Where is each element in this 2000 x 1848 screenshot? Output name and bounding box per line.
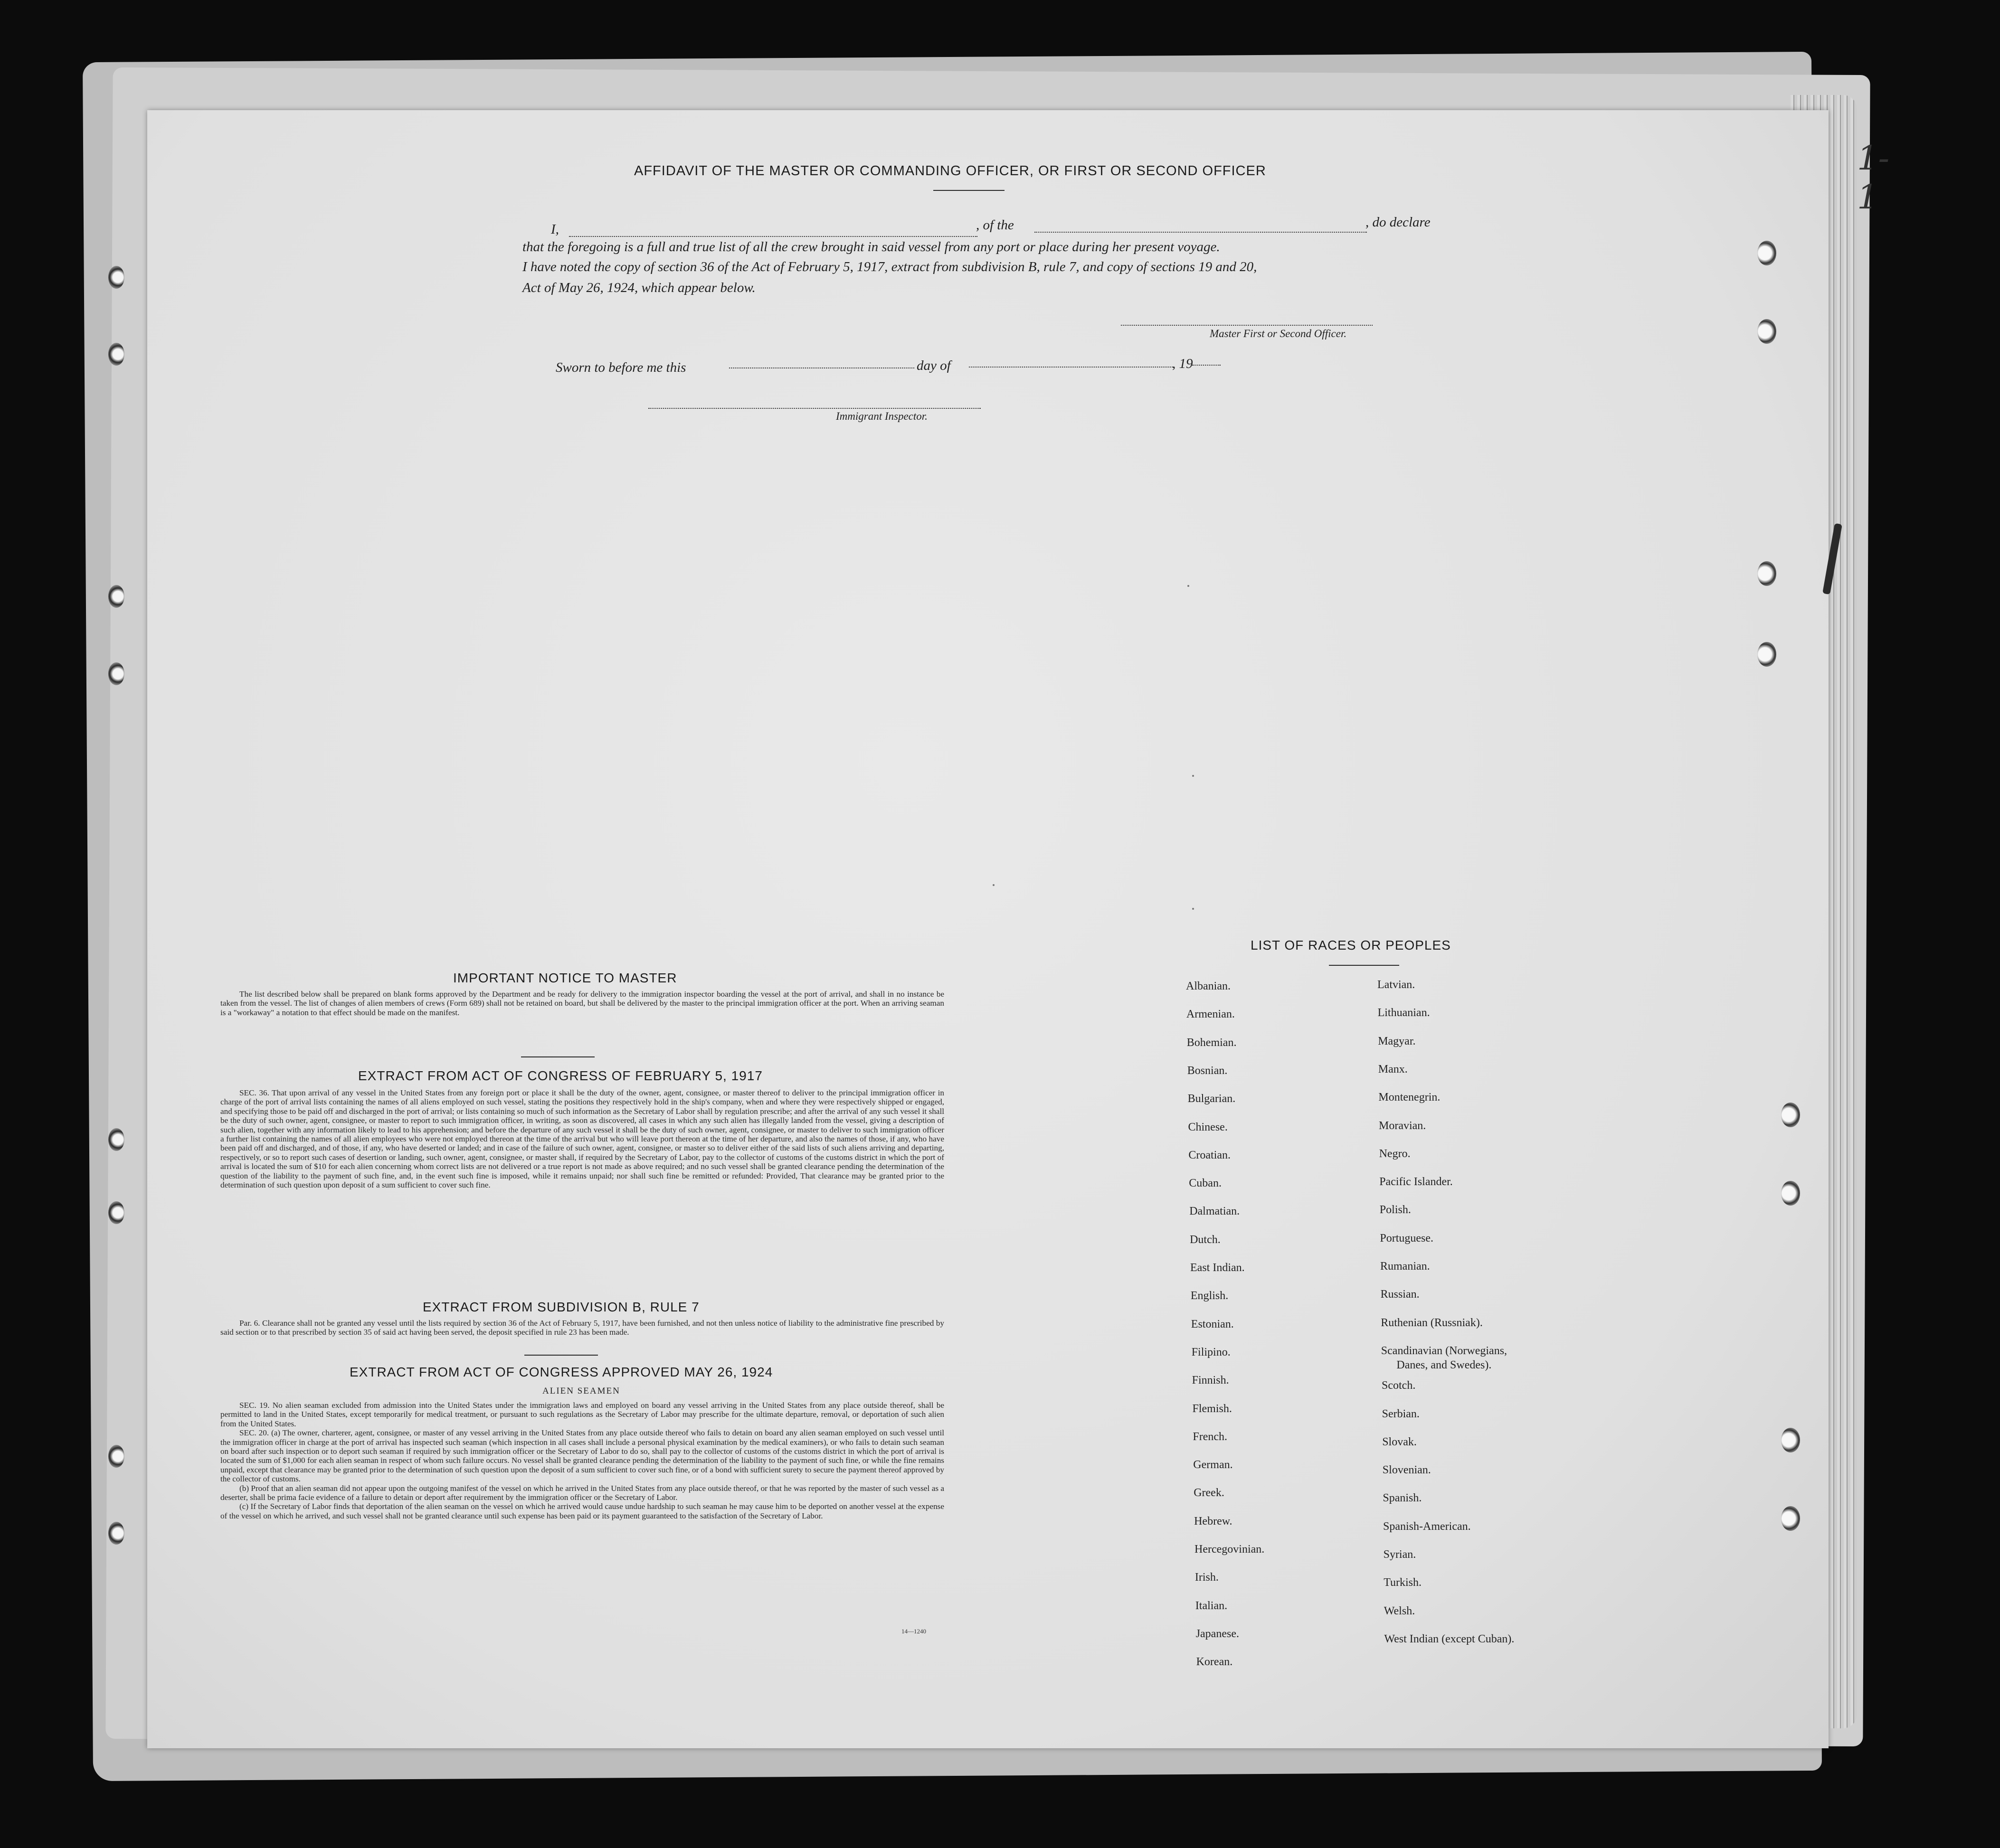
affidavit-declare-label: , do declare: [1365, 215, 1431, 230]
sworn-month-line[interactable]: [969, 367, 1173, 368]
binder-hole: [1781, 1428, 1800, 1452]
race-item: Welsh.: [1384, 1604, 1415, 1617]
notice-body: [220, 990, 944, 1017]
affidavit-line-2: that the foregoing is a full and true list of all the crew brought in said vessel from any port or place during her present voyage.: [522, 239, 1220, 255]
race-item: Serbian.: [1382, 1407, 1420, 1420]
notice-text: The list described below shall be prepared on blank forms approved by the Department and be ready for delivery to the immigration inspector boarding the vessel at the port of arrival, and shall in no instance be taken from the vessel. The list of changes of alien members of crews (Form 689) shall not be retained on board, but shall be delivered by the master to the principal immigration officer at the port. When an arriving seaman is a "workaway" a notation to that effect should be made on the manifest.: [220, 990, 944, 1017]
race-item: Russian.: [1380, 1288, 1420, 1301]
race-item: Hercegovinian.: [1194, 1543, 1265, 1556]
race-item: Dutch.: [1190, 1233, 1221, 1246]
binder-hole: [108, 1128, 124, 1151]
day-of-label: day of: [917, 358, 951, 373]
binder-hole: [1757, 642, 1776, 667]
affidavit-line-4: Act of May 26, 1924, which appear below.: [522, 280, 756, 295]
race-item: Bosnian.: [1187, 1064, 1228, 1077]
race-item: Pacific Islander.: [1379, 1176, 1453, 1188]
sec-36-text: SEC. 36. That upon arrival of any vessel in the United States from any foreign port or place it shall be the duty of the owner, agent, consignee, or master thereof to deliver to the principal immigration officer in charge of the port of arrival lists containing the names of all aliens employed on such vessel, stating the positions they respectively hold in the ship's company, when and where they were respectively shipped or engaged, and specifying those to be paid off and discharged in the port of arrival; or lists containing so much of such information as the Secretary of Labor shall by regulation prescribe; and after the arrival of any such vessel it shall be the duty of such owner, agent, consignee, or master to report to such immigration officer, in writing, as soon as discovered, all cases in which any such alien has illegally landed from the vessel, giving a description of such alien, together with any information likely to lead to his apprehension; and before the departure of any such vessel it shall be the duty of such owner, agent, consignee, or master to deliver to such immigration officer a further list containing the names of all alien employees who were not employed thereon at the time of the arrival but who will leave port thereon at the time of her departure, and also the names of those, if any, who have been paid off and discharged, and of those, if any, who have deserted or landed; and in case of the failure of such owner, agent, consignee, or master so to deliver either of the said lists of such aliens arriving and departing, respectively, or so to report such cases of desertion or landing, such owner, agent, consignee, or master shall, if required by the Secretary of Labor, pay to the collector of customs of the customs district in which the port of arrival is located the sum of $10 for each alien concerning whom correct lists are not delivered or a true report is not made as above required; and no such vessel shall be granted clearance pending the determination of the question of the liability to the payment of such fine, and, in the event such fine is imposed, while it remains unpaid; nor shall such fine be remitted or refunded: Provided, That clearance may be granted prior to the determination of such question upon deposit of a sum sufficient to cover such fine.: [220, 1088, 944, 1190]
race-item: Flemish.: [1192, 1402, 1232, 1415]
race-item: Manx.: [1378, 1063, 1408, 1075]
binder-hole: [108, 266, 124, 289]
race-item: English.: [1190, 1290, 1229, 1302]
notice-title: IMPORTANT NOTICE TO MASTER: [453, 971, 677, 985]
race-item: Irish.: [1194, 1571, 1219, 1584]
race-item: Lithuanian.: [1377, 1007, 1430, 1019]
sec-20c-text: (c) If the Secretary of Labor finds that deportation of the alien seaman on the vessel on which he arrived would cause undue hardship to such seaman he may cause him to be deported on another vessel at the expense of the vessel on which he arrived, and such vessel shall not be granted clearance until such expense has been paid or its payment guaranteed to the satisfaction of the Secretary of Labor.: [220, 1502, 944, 1520]
alien-seamen-subtitle: ALIEN SEAMEN: [542, 1386, 620, 1396]
race-item: Ruthenian (Russniak).: [1381, 1316, 1483, 1329]
extract-1924-body: [220, 1401, 944, 1520]
race-item: Croatian.: [1188, 1149, 1231, 1161]
binder-hole: [1757, 561, 1776, 586]
divider: [933, 190, 1005, 191]
extract-rule7-body: [220, 1319, 944, 1337]
race-item: Negro.: [1379, 1147, 1411, 1160]
binder-hole: [1781, 1103, 1800, 1127]
race-item: Spanish-American.: [1383, 1520, 1471, 1533]
race-item: Chinese.: [1188, 1121, 1228, 1133]
race-item: French.: [1193, 1430, 1228, 1443]
sworn-label: Sworn to before me this: [556, 360, 686, 375]
inspector-signature-line[interactable]: [648, 408, 981, 409]
year-label: , 19: [1172, 356, 1193, 371]
binder-hole: [1757, 319, 1776, 344]
name-field-line[interactable]: [569, 236, 977, 237]
binder-hole: [1781, 1506, 1800, 1531]
binder-hole: [108, 585, 124, 608]
speck: [1192, 775, 1194, 777]
race-item: Spanish.: [1383, 1492, 1422, 1505]
race-item: Portuguese.: [1380, 1232, 1434, 1245]
affidavit-line-3: I have noted the copy of section 36 of the Act of February 5, 1917, extract from subdivision B, rule 7, and copy of sections 19 and 20,: [522, 259, 1257, 274]
race-item: Moravian.: [1379, 1119, 1426, 1132]
race-item: Albanian.: [1186, 980, 1231, 992]
sec-19-text: SEC. 19. No alien seaman excluded from admission into the United States under the immigration laws and employed on board any vessel arriving in the United States from any place outside thereof, shall be permitted to land in the United States, except temporarily for medical treatment, or pursuant to such regulations as the Secretary of Labor may prescribe for the ultimate departure, removal, or deportation of such alien from the United States.: [220, 1401, 944, 1428]
divider: [524, 1355, 598, 1356]
divider: [521, 1056, 595, 1057]
binder-hole: [108, 662, 124, 685]
race-item: Turkish.: [1384, 1576, 1422, 1589]
race-item: Montenegrin.: [1378, 1091, 1441, 1104]
race-item: German.: [1193, 1459, 1233, 1471]
race-item: Japanese.: [1195, 1627, 1239, 1640]
race-item: Filipino.: [1191, 1346, 1231, 1358]
race-item: Slovak.: [1382, 1435, 1417, 1448]
speck: [993, 884, 995, 886]
affidavit-i-label: I,: [551, 222, 559, 237]
race-item: Armenian.: [1186, 1008, 1235, 1021]
sworn-year-line[interactable]: [1192, 365, 1221, 366]
manifest-page: [147, 110, 1890, 1748]
race-item: Dalmatian.: [1189, 1205, 1240, 1218]
race-item: Scandinavian (Norwegians,: [1381, 1344, 1507, 1357]
sec-20a-text: SEC. 20. (a) The owner, charterer, agent, consignee, or master of any vessel arriving in the United States from any place outside thereof who fails to detain on board any alien seaman employed on such vessel until the immigration officer in charge at the port of arrival has inspected such seaman (which inspection in all cases shall include a personal physical examination by the medical examiners), or who fails to detain such seaman on board after such inspection or to deport such seaman if required by such immigration officer or the Secretary of Labor to do so, shall pay to the collector of customs of the customs district in which the port of arrival is located the sum of $1,000 for each alien seaman in respect of whom such failure occurs. No vessel shall be granted clearance pending the determination of the liability to the payment of such fine, or while the fine remains unpaid, except that clearance may be granted prior to the determination of such question upon the deposit of a sum sufficient to cover such fine, or of a bond with sufficient surety to secure the payment thereof approved by the collector of customs.: [220, 1428, 944, 1484]
race-item: Bulgarian.: [1187, 1093, 1236, 1105]
affidavit-of-the-label: , of the: [976, 217, 1014, 233]
race-item: Syrian.: [1383, 1548, 1416, 1561]
binder-hole: [108, 1445, 124, 1468]
race-item: Estonian.: [1191, 1318, 1234, 1330]
binder-hole: [108, 1522, 124, 1545]
race-item: Polish.: [1379, 1204, 1411, 1216]
binder-hole: [108, 1201, 124, 1224]
affidavit-title: AFFIDAVIT OF THE MASTER OR COMMANDING OFFICER, OR FIRST OR SECOND OFFICER: [634, 163, 1266, 179]
par-6-text: Par. 6. Clearance shall not be granted any vessel until the lists required by section 36 of the Act of February 5, 1917, have been furnished, and not then unless notice of liability to the administrative fine prescribed by said section or to that prescribed by section 35 of said act having been served, the deposit specified in rule 23 has been made.: [220, 1319, 944, 1337]
race-item: Magyar.: [1378, 1035, 1416, 1047]
race-item: Italian.: [1195, 1599, 1228, 1612]
extract-1917-title: EXTRACT FROM ACT OF CONGRESS OF FEBRUARY 5, 1917: [358, 1068, 763, 1083]
race-item: Rumanian.: [1380, 1260, 1430, 1273]
race-item: Hebrew.: [1194, 1515, 1232, 1527]
form-number: 14—1240: [901, 1628, 926, 1635]
extract-1924-title: EXTRACT FROM ACT OF CONGRESS APPROVED MAY 26, 1924: [350, 1365, 773, 1379]
binder-hole: [108, 343, 124, 366]
speck: [1192, 908, 1194, 910]
officer-signature-line[interactable]: [1121, 325, 1373, 326]
corner-handwritten-mark: 1-1: [1857, 139, 1890, 217]
race-item: Bohemian.: [1186, 1036, 1237, 1049]
race-item: Latvian.: [1377, 979, 1415, 991]
extract-rule7-title: EXTRACT FROM SUBDIVISION B, RULE 7: [423, 1300, 700, 1314]
inspector-caption: Immigrant Inspector.: [836, 410, 928, 422]
binder-hole: [1757, 241, 1776, 265]
sec-20b-text: (b) Proof that an alien seaman did not appear upon the outgoing manifest of the vessel on which he arrived in the United States from any place outside thereof, or that he was reported by the master of such vessel as a deserter, shall be prima facie evidence of a failure to detain or deport after requirement by the immigration officer or the Secretary of Labor.: [220, 1483, 944, 1502]
race-item: Danes, and Swedes).: [1396, 1358, 1492, 1371]
extract-1917-body: [220, 1088, 944, 1189]
vessel-field-line[interactable]: [1034, 232, 1367, 233]
race-item: West Indian (except Cuban).: [1384, 1632, 1515, 1645]
binder-hole: [1781, 1181, 1800, 1206]
race-item: Scotch.: [1382, 1379, 1416, 1392]
speck: [1187, 585, 1189, 587]
divider: [1329, 965, 1399, 966]
race-item: Cuban.: [1189, 1177, 1222, 1190]
race-item: Greek.: [1194, 1487, 1224, 1499]
race-item: East Indian.: [1190, 1262, 1245, 1274]
race-item: Slovenian.: [1382, 1464, 1431, 1477]
race-item: Korean.: [1196, 1656, 1233, 1669]
race-item: Finnish.: [1192, 1374, 1229, 1387]
officer-caption: Master First or Second Officer.: [1210, 328, 1347, 339]
races-title: LIST OF RACES OR PEOPLES: [1251, 938, 1451, 952]
